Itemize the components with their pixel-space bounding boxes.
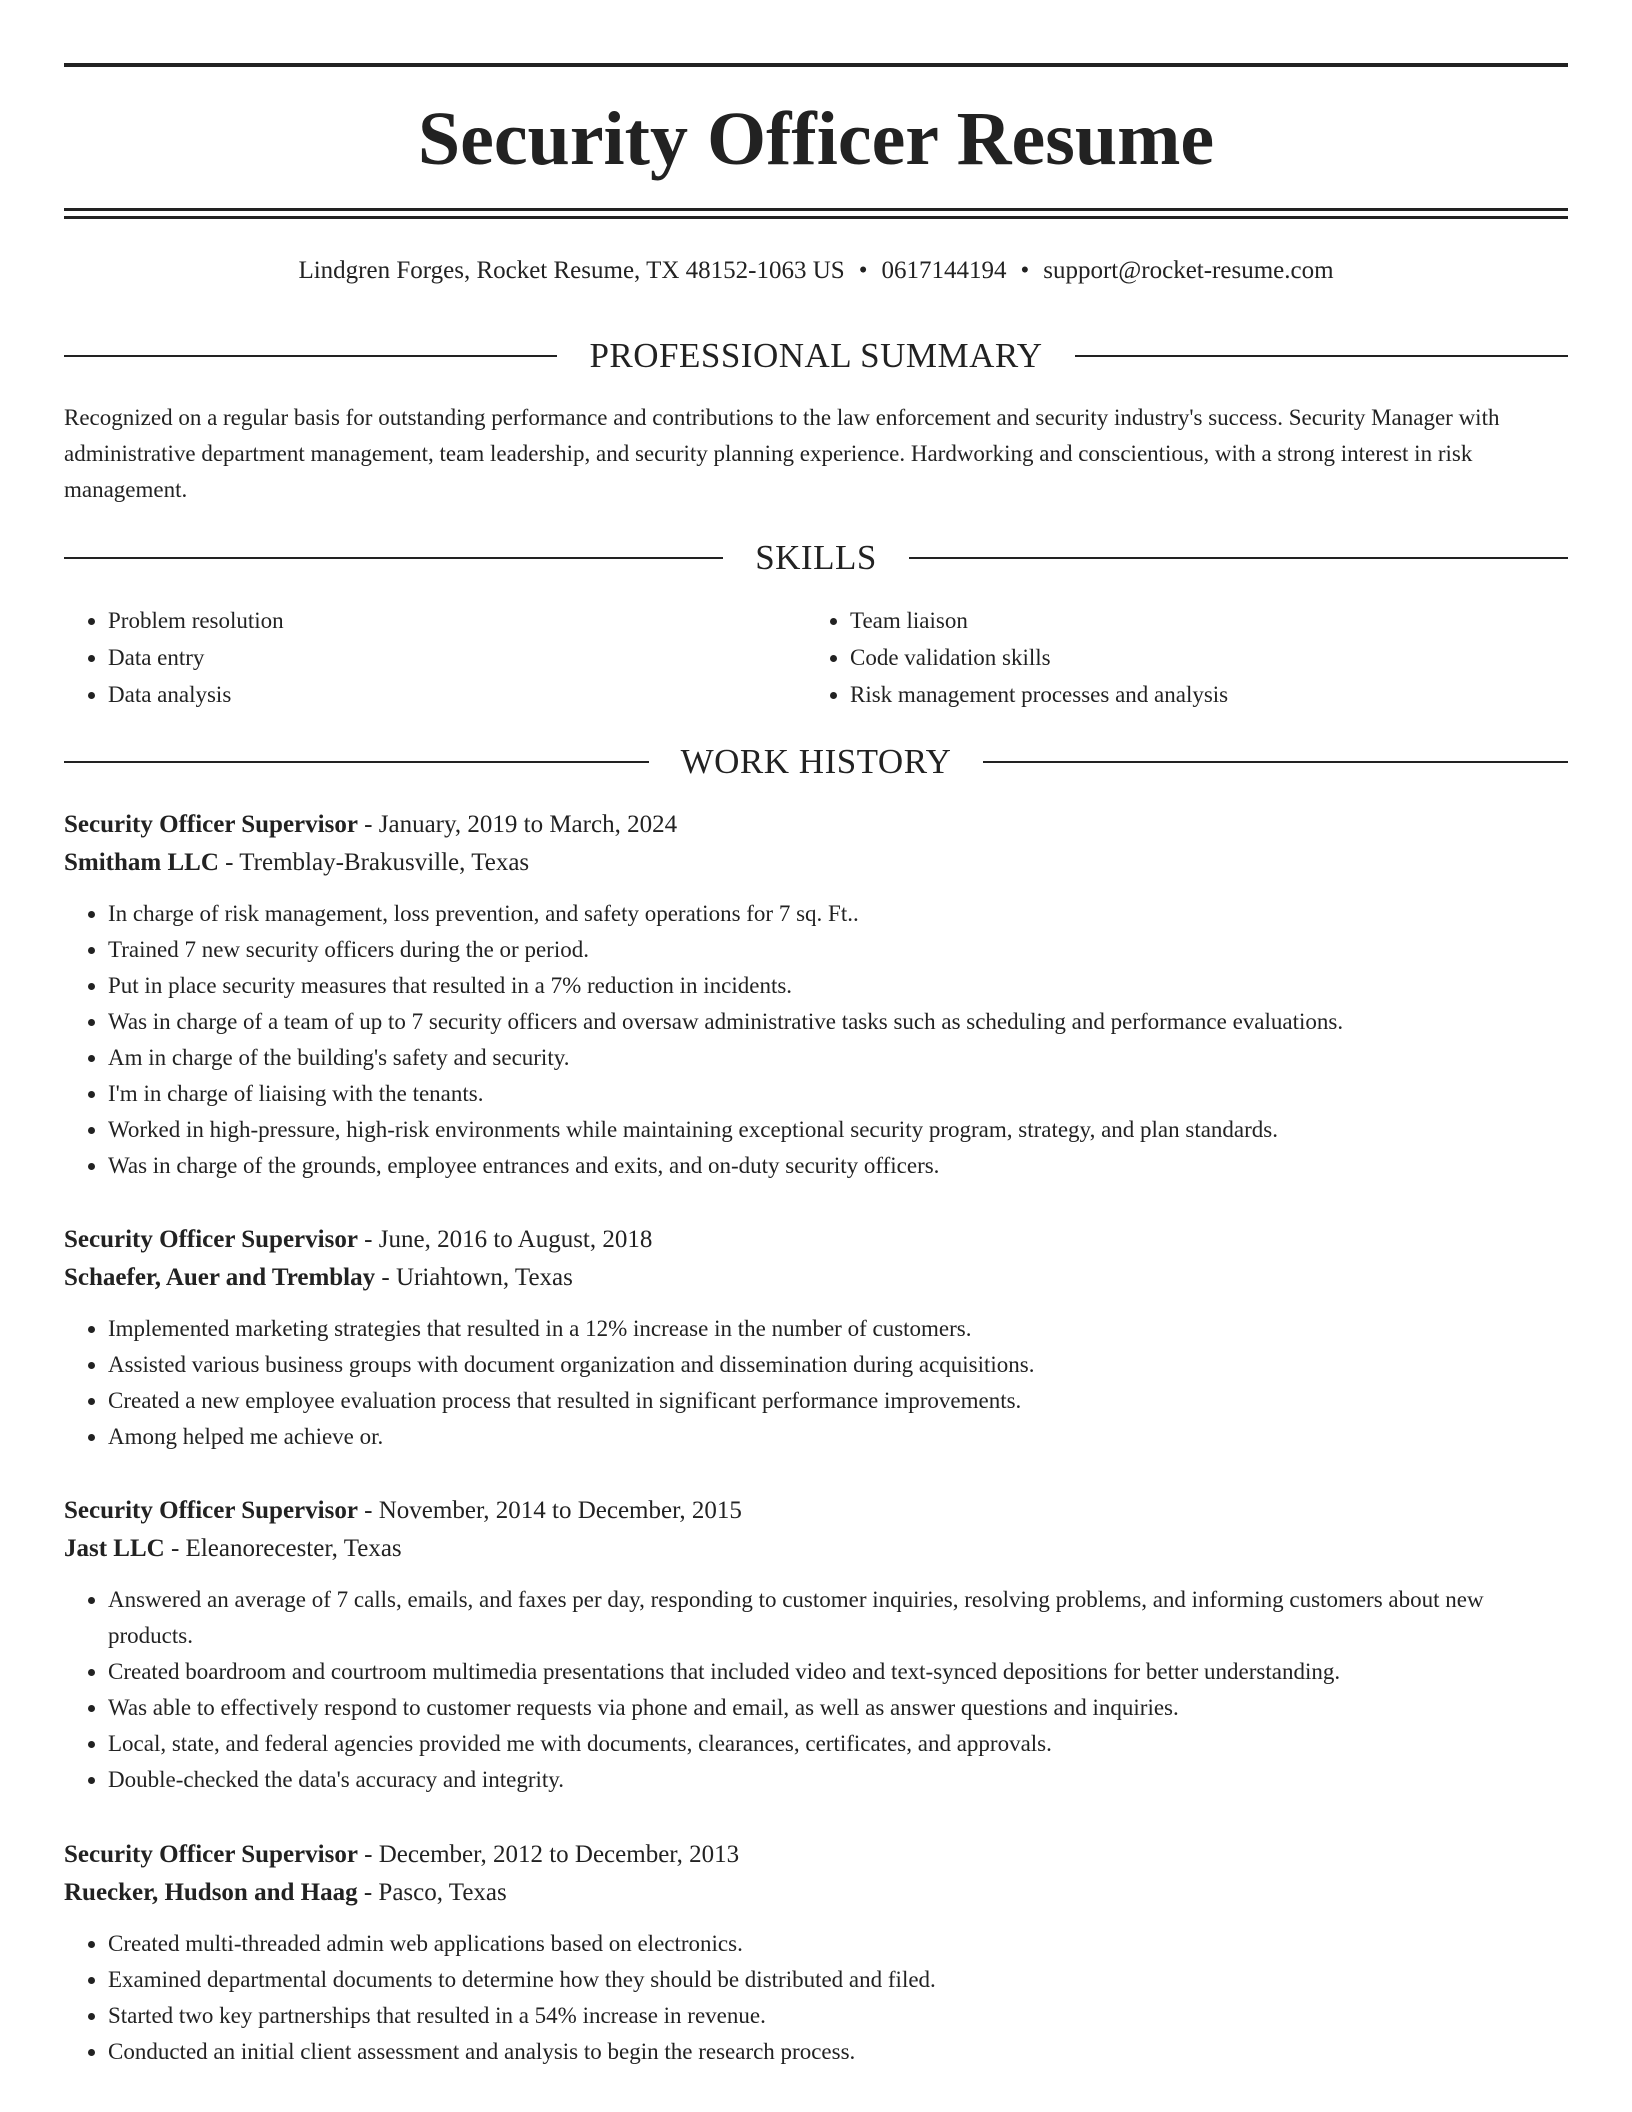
job-dates: - December, 2012 to December, 2013 [364,1841,740,1868]
list-item: • Am in charge of the building's safety and security. [108,1040,1574,1076]
contact-address: Lindgren Forges, Rocket Resume, TX 48152-1063 US [298,257,845,284]
list-item: • Double-checked the data's accuracy and integrity. [108,1762,1574,1798]
job-title: Security Officer Supervisor [64,811,358,838]
list-item: • Worked in high-pressure, high-risk environments while maintaining exceptional security program, strategy, and plan standards. [108,1112,1574,1148]
job-employer [64,1874,1574,1912]
job-entry [64,806,1574,1184]
list-item: • Created a new employee evaluation process that resulted in significant performance improvements. [108,1383,1574,1419]
section-rule [64,355,557,357]
job-dates: - June, 2016 to August, 2018 [364,1226,653,1253]
job-title: Security Officer Supervisor [64,1841,358,1868]
skill-item: • Risk management processes and analysis [850,676,1548,713]
job-company: Ruecker, Hudson and Haag [64,1879,358,1906]
list-item: • Conducted an initial client assessment and analysis to begin the research process. [108,2034,1574,2070]
job-heading [64,1836,1574,1874]
contact-separator: • [858,257,868,284]
skills-list [64,602,1568,713]
section-rule [64,761,649,763]
list-item: • Examined departmental documents to determine how they should be distributed and filed. [108,1962,1574,1998]
job-bullets [64,1582,1574,1798]
job-entry [64,1836,1574,2070]
list-item: • Put in place security measures that resulted in a 7% reduction in incidents. [108,968,1574,1004]
job-entry [64,1492,1574,1798]
job-heading [64,806,1574,844]
job-employer [64,1530,1574,1568]
list-item: • Answered an average of 7 calls, emails, and faxes per day, responding to customer inquiries, resolving problems, and informing customers about new products. [108,1582,1574,1654]
section-professional-summary [64,334,1568,378]
list-item: • Implemented marketing strategies that resulted in a 12% increase in the number of customers. [108,1311,1574,1347]
job-company: Schaefer, Auer and Tremblay [64,1264,376,1291]
job-employer [64,844,1574,882]
job-dates: - November, 2014 to December, 2015 [364,1497,742,1524]
skills-column-left [64,602,806,713]
skill-item: • Team liaison [850,602,1548,639]
list-item: • Trained 7 new security officers during the or period. [108,932,1574,968]
top-rule [64,63,1568,67]
section-work-history [64,740,1568,784]
list-item: • Started two key partnerships that resulted in a 54% increase in revenue. [108,1998,1574,2034]
section-rule [909,557,1568,559]
section-title: SKILLS [755,538,877,577]
list-item: • In charge of risk management, loss prevention, and safety operations for 7 sq. Ft.. [108,896,1574,932]
job-location: - Pasco, Texas [363,1879,507,1906]
list-item: • Was in charge of the grounds, employee entrances and exits, and on-duty security officers. [108,1148,1574,1184]
job-title: Security Officer Supervisor [64,1226,358,1253]
job-location: - Tremblay-Brakusville, Texas [225,849,530,876]
job-entry [64,1221,1574,1455]
contact-phone: 0617144194 [881,257,1007,284]
list-item: • Assisted various business groups with document organization and dissemination during acquisitions. [108,1347,1574,1383]
list-item: • Created boardroom and courtroom multimedia presentations that included video and text-synced depositions for better understanding. [108,1654,1574,1690]
summary-text: Recognized on a regular basis for outstanding performance and contributions to the law enforcement and security industry's success. Security Manager with administrative department management, team leadership, and security planning experience. Hardworking and conscientious, with a strong interest in risk management. [64,405,1500,502]
job-location: - Uriahtown, Texas [381,1264,573,1291]
list-item: • Local, state, and federal agencies provided me with documents, clearances, certificates, and approvals. [108,1726,1574,1762]
skill-item: • Data analysis [108,676,806,713]
skills-column-right [806,602,1548,713]
skill-item: • Code validation skills [850,639,1548,676]
section-title: PROFESSIONAL SUMMARY [589,336,1043,375]
job-bullets [64,896,1574,1184]
job-bullets [64,1311,1574,1455]
title-rule-upper [64,208,1568,211]
section-title: WORK HISTORY [680,742,952,781]
job-employer [64,1259,1574,1297]
contact-email: support@rocket-resume.com [1043,257,1334,284]
section-rule [1075,355,1568,357]
job-company: Jast LLC [64,1535,165,1562]
skill-item: • Data entry [108,639,806,676]
job-bullets [64,1926,1574,2070]
list-item: • Among helped me achieve or. [108,1419,1574,1455]
job-dates: - January, 2019 to March, 2024 [364,811,678,838]
section-rule [983,761,1568,763]
job-heading [64,1492,1574,1530]
section-rule [64,557,723,559]
job-company: Smitham LLC [64,849,219,876]
skill-item: • Problem resolution [108,602,806,639]
title-rule-lower [64,216,1568,219]
job-location: - Eleanorecester, Texas [170,1535,402,1562]
list-item: • Created multi-threaded admin web applications based on electronics. [108,1926,1574,1962]
section-skills [64,536,1568,580]
list-item: • Was in charge of a team of up to 7 security officers and oversaw administrative tasks such as scheduling and performance evaluations. [108,1004,1574,1040]
contact-separator: • [1020,257,1030,284]
contact-line [64,253,1568,289]
list-item: • Was able to effectively respond to customer requests via phone and email, as well as answer questions and inquiries. [108,1690,1574,1726]
resume-title: Security Officer Resume [417,97,1215,181]
list-item: • I'm in charge of liaising with the tenants. [108,1076,1574,1112]
job-title: Security Officer Supervisor [64,1497,358,1524]
job-heading [64,1221,1574,1259]
